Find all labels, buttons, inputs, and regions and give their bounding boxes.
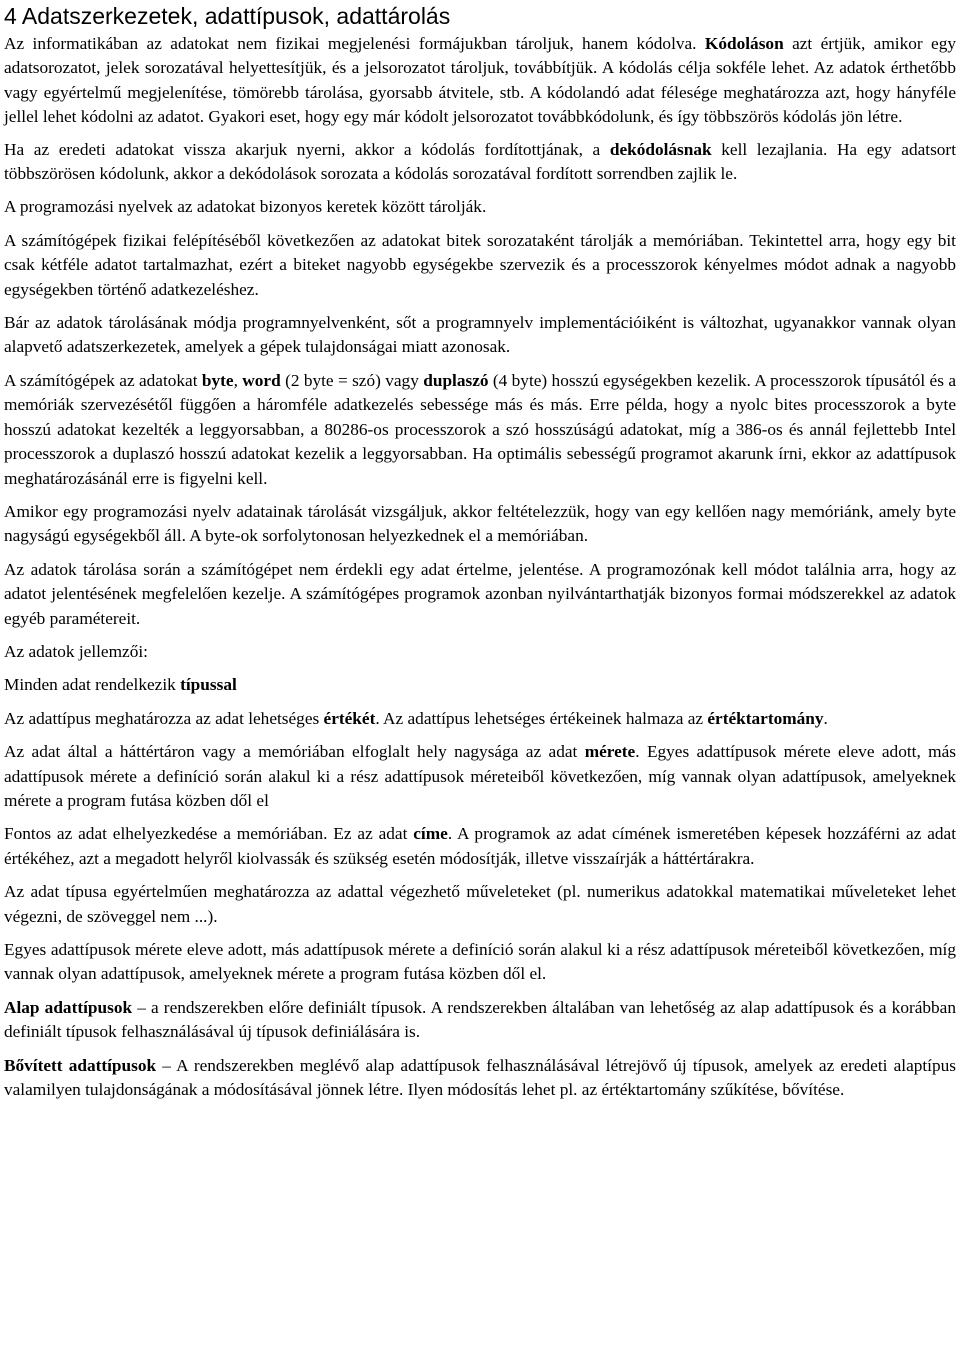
paragraph-value (4, 707, 956, 731)
text-run: . (823, 708, 828, 728)
text-run: , (233, 370, 243, 390)
bold-term: értékét (323, 708, 376, 728)
text-run: A programozási nyelvek az adatokat bizonyos keretek között tárolják. (4, 197, 487, 217)
text-run: Bár az adatok tárolásának módja programnyelvenként, sőt a programnyelv implementációiként is változhat, ugyanakkor vannak olyan alapvető adatszerkezetek, amelyek a gépek tulajdonságai miatt azonosak. (4, 313, 956, 357)
text-run: A számítógépek fizikai felépítéséből következően az adatokat bitek sorozataként tárolják a memóriában. Tekintettel arra, hogy egy bit csak kétféle adatot tartalmazhat, ezért a biteket nagyobb egységekbe szervezik és a processzorok kényelmes módot adnak a nagyobb egységekben történő adatkezeléshez. (4, 230, 956, 299)
text-run: . Egyes adattípusok mérete eleve adott, más adattípusok mérete a definíció során alakul ki a rész adattípusok méreteiből következően, míg vannak olyan adattípusok, amelyeknek mérete a program futása közben dől el (4, 742, 956, 810)
text-run: . A programok az adat címének ismeretében képesek hozzáférni az adat értékéhez, azt a megadott helyről kiolvassák és szükség esetén módosítják, illetve visszaírják a háttértárakra. (4, 824, 957, 868)
text-run: Amikor egy programozási nyelv adatainak tárolását vizsgáljuk, akkor feltételezzük, hogy van egy kellően nagy memóriánk, amely byte nagyságú egységekből áll. A byte-ok sorfolytonosan helyezkednek el a memóriában. (4, 501, 956, 546)
text-run: – A rendszerekben meglévő alap adattípusok felhasználásával létrejövő új típusok, amelyek az eredeti alaptípus valamilyen tulajdonságának a módosításával jönnek létre. Ilyen módosítás lehet pl. az értéktartomány szűkítése, bővítése. (4, 1055, 956, 1100)
bold-term: címe (413, 824, 448, 844)
bold-term: típussal (180, 675, 237, 695)
paragraph-memory (4, 500, 956, 549)
text-run: azt értjük, amikor egy adatsorozatot, jelek sorozatával helyettesítjük, és a jelsorozatot tároljuk, továbbítjük. A kódolás célja sokféle lehet. Az adatok érthetőbb vagy egyértelmű megjelenítése, tömörebb tárolása, gyorsabb átvitele, stb. A kódolandó adat félesége meghatározza azt, hogy hányféle jellel lehet kódolni az adatot. Gyakori eset, hogy egy már kódolt jelsorozatot továbbkódolunk, és így többszörös kódolás jön létre. (4, 34, 956, 127)
paragraph-characteristics (4, 640, 956, 664)
text-run: Minden adat rendelkezik (4, 675, 181, 695)
paragraph-type-sizes (4, 938, 956, 987)
text-run: (4 byte) hosszú egységekben kezelik. A processzorok típusától és a memóriák szervezésétől függően a háromféle adatkezelés sebessége más és más. Erre példa, hogy a nyolc bites processzorok a byte hosszú adatokat kezelték a leggyorsabban, a 80286-os processzorok a szó hosszúságú adatokat, míg a 386-os és annál fejlettebb Intel processzorok a duplaszó hosszú adatokat kezelik a leggyorsabban. Ha optimális sebességű programot akarunk írni, ekkor az adattípusok meghatározásánál erre is figyelni kell. (4, 370, 956, 488)
document-page (4, 0, 956, 1111)
paragraph-size (4, 740, 956, 813)
text-run: Az adattípus meghatározza az adat lehetséges (4, 708, 324, 728)
text-run: Az adat típusa egyértelműen meghatározza az adattal végezhető műveleteket (pl. numerikus adatokkal matematikai műveleteket lehet végezni, de szöveggel nem ...). (4, 882, 956, 926)
text-run: kell lezajlania. Ha egy adatsort többszörösen kódolunk, akkor a dekódolások sorozata a kódolás sorozatával fordított sorrendben zajlik le. (4, 139, 956, 184)
text-run: A számítógépek az adatokat (4, 370, 202, 390)
bold-term: duplaszó (423, 370, 489, 390)
bold-term: byte (201, 370, 234, 390)
text-run: Az adatok jellemzői: (4, 641, 148, 661)
paragraph-programming-languages (4, 195, 956, 219)
text-run: Fontos az adat elhelyezkedése a memóriában. Ez az adat (4, 824, 414, 844)
text-run: (2 byte = szó) vagy (280, 370, 424, 390)
paragraph-meaning (4, 558, 956, 631)
text-run: Az adatok tárolása során a számítógépet nem érdekli egy adat értelme, jelentése. A programozónak kell módot találnia arra, hogy az adatot jelentésének megfelelően kezelje. A számítógépes programok azonban nyilvántarthatják bizonyos formai módszerekkel az adatok egyéb paramétereit. (4, 559, 956, 628)
text-run: – a rendszerekben előre definiált típusok. A rendszerekben általában van lehetőség az alap adattípusok és a korábban definiált típusok felhasználásával új típusok definiálására is. (4, 997, 956, 1042)
bold-term: Alap adattípusok (4, 997, 133, 1017)
paragraph-encoding (4, 32, 956, 130)
paragraph-decoding (4, 138, 956, 187)
text-run: Az informatikában az adatokat nem fizikai megjelenési formájukban tároljuk, hanem kódolva. (4, 34, 705, 53)
paragraph-bits (4, 229, 956, 302)
bold-term: word (242, 370, 281, 390)
bold-term: értéktartomány (707, 708, 824, 728)
paragraph-byte-word-dword (4, 369, 956, 491)
paragraph-operations (4, 880, 956, 929)
paragraph-type (4, 673, 956, 697)
paragraph-extended-types (4, 1054, 956, 1103)
text-run: Az adat által a háttértáron vagy a memóriában elfoglalt hely nagysága az adat (4, 742, 585, 762)
paragraph-address (4, 822, 956, 871)
chapter-heading: 4 Adatszerkezetek, adattípusok, adattárolás (4, 3, 451, 29)
text-run: . Az adattípus lehetséges értékeinek halmaza az (375, 708, 708, 728)
text-run: Ha az eredeti adatokat vissza akarjuk nyerni, akkor a kódolás fordítottjának, a (4, 139, 610, 159)
text-run: Egyes adattípusok mérete eleve adott, más adattípusok mérete a definíció során alakul ki a rész adattípusok méreteiből következően, míg vannak olyan adattípusok, amelyeknek mérete a program futása közben dől el. (4, 940, 956, 984)
bold-term: Kódoláson (704, 34, 784, 53)
bold-term: Bővített adattípusok (4, 1055, 157, 1075)
paragraph-data-structures (4, 311, 956, 360)
bold-term: mérete (584, 742, 636, 762)
paragraph-basic-types (4, 996, 956, 1045)
bold-term: dekódolásnak (609, 139, 712, 159)
